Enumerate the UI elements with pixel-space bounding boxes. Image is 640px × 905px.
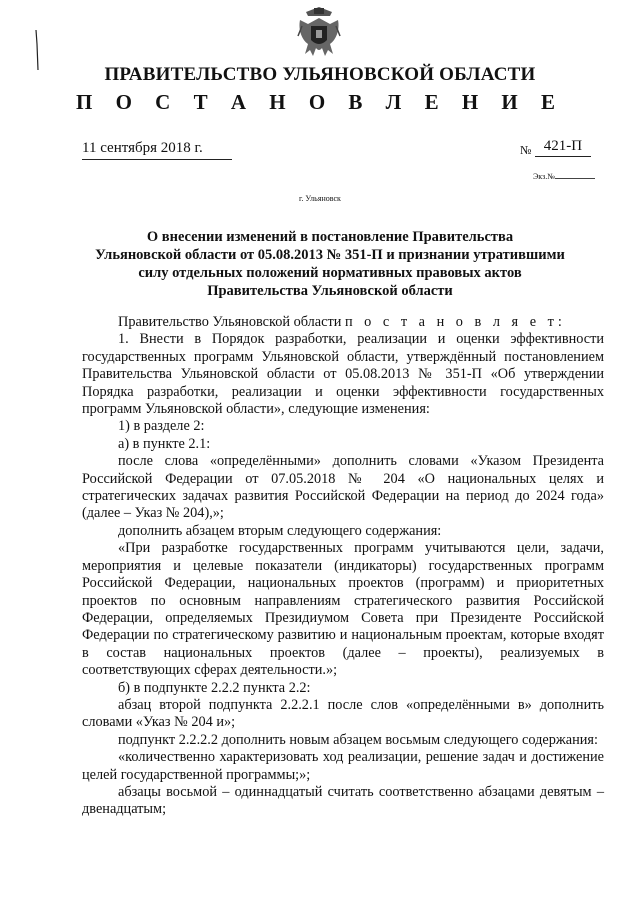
title-line: силу отдельных положений нормативных правовых актов: [138, 265, 522, 281]
copy-number-line: [555, 178, 595, 179]
paragraph: дополнить абзацем вторым следующего содержания:: [118, 522, 442, 539]
title-line: Ульяновской области от 05.08.2013 № 351-П и признании утратившими: [95, 247, 565, 263]
paragraph: б) в подпункте 2.2.2 пункта 2.2:: [118, 679, 311, 696]
document-number: [520, 138, 591, 158]
paragraph-intro: [82, 314, 604, 331]
city: г. Ульяновск: [299, 194, 341, 203]
copy-number: [533, 172, 595, 181]
paragraph: «При разработке государственных программ учитываются цели, задачи, мероприятия и целевые показатели (индикаторы) государственных программ Российской Федерации, национальных проектов (программ) и приоритетных проектов по основным направлениям стратегического развития Российской Федерации, определяемых Президиумом Совета при Президенте Российской Федерации по стратегическому развитию и национальным проектам, которые входят в состав национальных проектов (далее – проекты), реализуемых в соответствующих сферах деятельности.»;: [82, 540, 604, 679]
paragraph: абзац второй подпункта 2.2.2.1 после слов «определёнными в» дополнить словами «Указ № 204 и»;: [82, 696, 604, 731]
document-date: 11 сентября 2018 г.: [82, 140, 232, 160]
document-body: [82, 314, 604, 819]
government-title: ПРАВИТЕЛЬСТВО УЛЬЯНОВСКОЙ ОБЛАСТИ: [104, 64, 536, 85]
intro-decree-word: п о с т а н о в л я е т:: [344, 314, 566, 330]
copy-number-label: Экз.№: [533, 172, 555, 181]
title-line: Правительства Ульяновской области: [207, 283, 453, 299]
coat-of-arms-emblem: [296, 6, 342, 58]
title-line: О внесении изменений в постановление Правительства: [146, 229, 514, 245]
paragraph: после слова «определёнными» дополнить словами «Указом Президента Российской Федерации от 07.05.2018 № 204 «О национальных целях и стратегических задачах развития Российской Федерации на период до 2024 года» (далее – Указ № 204),»;: [82, 453, 604, 522]
paragraph: абзацы восьмой – одиннадцатый считать соответственно абзацами девятым – двенадцатым;: [82, 783, 604, 818]
intro-lead: Правительство Ульяновской области: [118, 314, 342, 330]
paragraph: «количественно характеризовать ход реализации, решение задач и достижение целей государственной программы;»;: [82, 749, 604, 783]
paragraph: 1) в разделе 2:: [118, 418, 205, 435]
paragraph: а) в пункте 2.1:: [118, 435, 211, 452]
paragraph: подпункт 2.2.2.2 дополнить новым абзацем восьмым следующего содержания:: [118, 731, 598, 748]
number-sign: №: [520, 143, 532, 157]
paragraph: 1. Внести в Порядок разработки, реализации и оценки эффективности государственных программ Ульяновской области, утверждённый постановлением Правительства Ульяновской области от 05.08.2013 № 351-П «Об утверждении Порядка разработки, реализации и оценки эффективности государственных программ Ульяновской области», следующие изменения:: [82, 331, 604, 418]
resolution-title: [70, 228, 590, 300]
number-value: 421-П: [535, 138, 591, 157]
document-type: П О С Т А Н О В Л Е Н И Е: [75, 90, 564, 114]
